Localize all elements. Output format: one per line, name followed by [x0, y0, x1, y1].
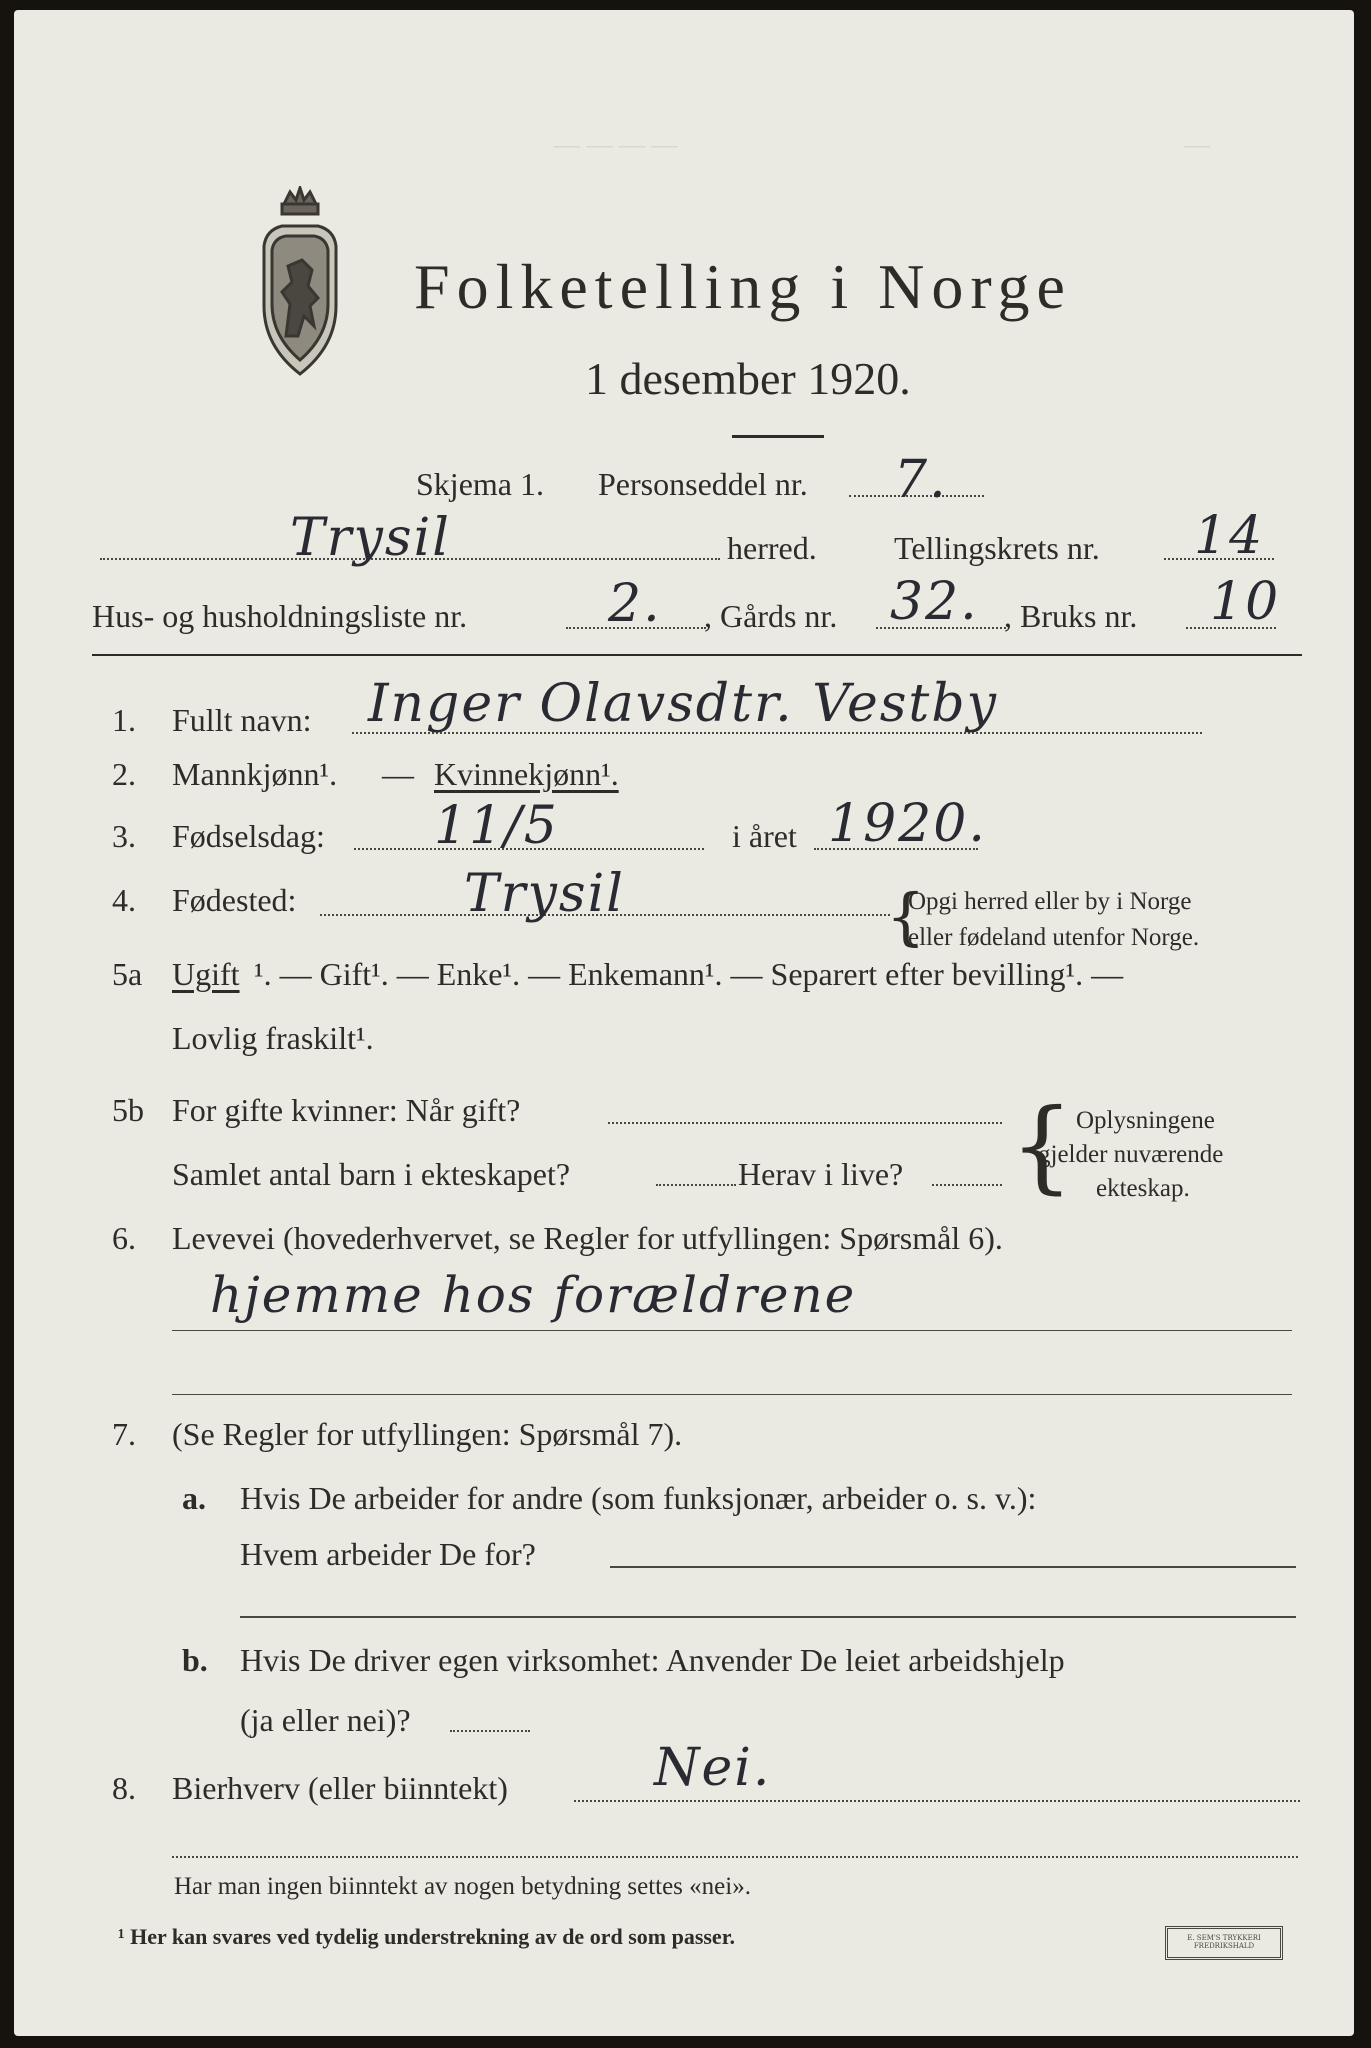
full-name-value: Inger Olavsdtr. Vestby [368, 674, 998, 734]
note-brace: { [886, 880, 926, 953]
occupation-value: hjemme hos forældrene [210, 1266, 857, 1324]
question-number: 7. [112, 1416, 136, 1452]
employer-question-line2: Hvem arbeider De for? [240, 1536, 536, 1572]
question-number: 4. [112, 882, 136, 918]
gaards-label: , Gårds nr. [704, 598, 838, 634]
footnote: ¹ Her kan svares ved tydelig understrekning av de ord som passer. [118, 1924, 735, 1949]
note-brace: { [1010, 1087, 1074, 1204]
question-number: 8. [112, 1770, 136, 1806]
marriage-note-line1: Oplysningene [1076, 1107, 1215, 1134]
marital-unmarried-option[interactable]: Ugift [172, 956, 240, 992]
side-income-field[interactable] [574, 1800, 1300, 1802]
gender-male-option[interactable]: Mannkjønn¹. [172, 756, 338, 792]
schema-label: Skjema 1. [416, 466, 544, 502]
birthplace-label: Fødested: [172, 882, 297, 918]
herred-label: herred. [727, 530, 817, 566]
birthplace-note-line2: eller fødeland utenfor Norge. [908, 924, 1200, 951]
children-total-label: Samlet antal barn i ekteskapet? [172, 1156, 571, 1192]
married-when-label: For gifte kvinner: Når gift? [172, 1092, 521, 1128]
bleed-through-text: — — — — [554, 130, 678, 159]
tellingskrets-value: 14 [1194, 506, 1265, 566]
question-letter: b. [182, 1642, 208, 1678]
coat-of-arms-icon [246, 186, 354, 382]
gender-separator: — [382, 756, 414, 792]
children-total-field[interactable] [656, 1184, 736, 1186]
birth-year-label: i året [732, 818, 797, 854]
gender-female-option[interactable]: Kvinnekjønn¹. [434, 756, 619, 792]
employer-field[interactable] [610, 1566, 1296, 1568]
children-alive-field[interactable] [932, 1184, 1002, 1186]
printer-stamp [1165, 1926, 1283, 1960]
birthdate-value: 11/5 [434, 796, 559, 856]
employer-field-line2[interactable] [240, 1616, 1296, 1618]
side-income-field-line2[interactable] [172, 1856, 1298, 1858]
side-income-note: Har man ingen biinntekt av nogen betydning settes «nei». [174, 1873, 751, 1900]
section-divider [92, 654, 1302, 656]
employer-question-line1: Hvis De arbeider for andre (som funksjonær, arbeider o. s. v.): [240, 1480, 1037, 1516]
marital-divorced-option[interactable]: Lovlig fraskilt¹. [172, 1020, 374, 1056]
married-when-field[interactable] [608, 1122, 1002, 1124]
occupation-field[interactable] [172, 1330, 1292, 1331]
birthdate-label: Fødselsdag: [172, 818, 325, 854]
question-letter: a. [182, 1480, 206, 1516]
census-form [14, 10, 1354, 2036]
husliste-value: 2. [608, 574, 662, 634]
question-number: 2. [112, 756, 136, 792]
form-title: Folketelling i Norge [414, 251, 1072, 322]
census-date: 1 desember 1920. [585, 353, 911, 404]
printer-stamp-line1: E. SEM'S TRYKKERI [1187, 1934, 1261, 1943]
occupation-field-line2[interactable] [172, 1394, 1292, 1395]
question-number: 3. [112, 818, 136, 854]
question-number: 5a [112, 956, 143, 992]
bruks-label: , Bruks nr. [1004, 598, 1138, 634]
marital-status-options: ¹. — Gift¹. — Enke¹. — Enkemann¹. — Separert efter bevilling¹. — [254, 956, 1124, 992]
question-number: 1. [112, 702, 136, 738]
birthplace-value: Trysil [464, 864, 625, 924]
personseddel-value: 7. [894, 450, 948, 510]
children-alive-label: Herav i live? [738, 1156, 904, 1192]
self-employed-question-line1: Hvis De driver egen virksomhet: Anvender De leiet arbeidshjelp [240, 1642, 1065, 1678]
gaards-value: 32. [890, 572, 979, 632]
side-income-label: Bierhverv (eller biinntekt) [172, 1770, 508, 1806]
employment-label: (Se Regler for utfyllingen: Spørsmål 7). [172, 1416, 683, 1452]
question-number: 6. [112, 1220, 136, 1256]
side-income-value: Nei. [654, 1738, 772, 1798]
bleed-through-text: — [1184, 130, 1210, 159]
husliste-label: Hus- og husholdningsliste nr. [92, 598, 468, 634]
birthplace-note-line1: Opgi herred eller by i Norge [908, 888, 1192, 915]
title-divider [732, 435, 824, 438]
full-name-label: Fullt navn: [172, 702, 312, 738]
hired-help-field[interactable] [450, 1730, 530, 1732]
marriage-note-line3: ekteskap. [1096, 1175, 1190, 1202]
personseddel-label: Personseddel nr. [598, 466, 808, 502]
herred-value: Trysil [290, 508, 451, 568]
birth-year-value: 1920. [828, 794, 987, 854]
self-employed-question-line2: (ja eller nei)? [240, 1702, 411, 1738]
question-number: 5b [112, 1092, 144, 1128]
occupation-label: Levevei (hovederhvervet, se Regler for utfyllingen: Spørsmål 6). [172, 1220, 1003, 1256]
tellingskrets-label: Tellingskrets nr. [894, 530, 1100, 566]
bruks-value: 10 [1210, 572, 1281, 632]
printer-stamp-line2: FREDRIKSHALD [1193, 1942, 1255, 1950]
marriage-note-line2: gjelder nuværende [1038, 1141, 1224, 1168]
